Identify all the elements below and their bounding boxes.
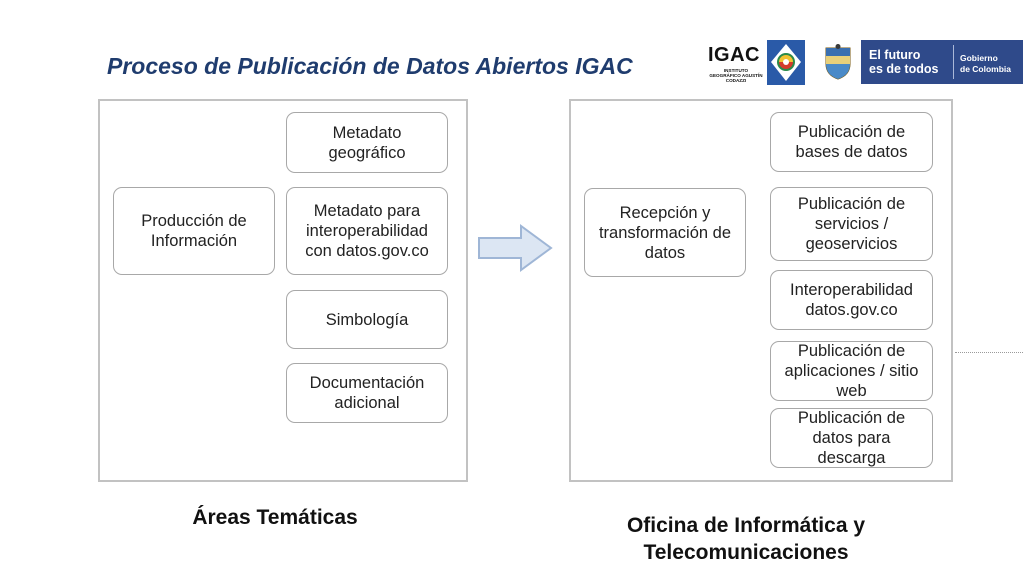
igac-emblem-icon	[767, 40, 805, 85]
publicacion-bases-datos-box: Publicación de bases de datos	[770, 112, 933, 172]
recepcion-transformacion-box: Recepción y transformación de datos	[584, 188, 746, 277]
gov-name-line2: de Colombia	[960, 64, 1012, 74]
simbologia-box: Simbología	[286, 290, 448, 349]
documentacion-adicional-box: Documentación adicional	[286, 363, 448, 423]
gov-slogan-line1: El futuro	[869, 48, 921, 62]
igac-logo-subtitle: INSTITUTO GEOGRÁFICO AGUSTÍN CODAZZI	[709, 68, 763, 83]
dotted-line	[955, 352, 1023, 353]
publicacion-datos-descarga-box: Publicación de datos para descarga	[770, 408, 933, 468]
publicacion-aplicaciones-box: Publicación de aplicaciones / sitio web	[770, 341, 933, 401]
produccion-informacion-box: Producción de Información	[113, 187, 275, 275]
igac-logo-text: IGAC	[708, 44, 760, 66]
gobierno-logo	[815, 40, 1023, 84]
gov-name-line1: Gobierno	[960, 53, 998, 63]
areas-tematicas-caption: Áreas Temáticas	[192, 506, 358, 529]
interoperabilidad-box: Interoperabilidad datos.gov.co	[770, 270, 933, 330]
oficina-informatica-caption: Oficina de Informática y Telecomunicaciones	[626, 514, 866, 564]
metadato-geografico-box: Metadato geográfico	[286, 112, 448, 173]
igac-logo	[708, 40, 798, 85]
flow-arrow-icon	[477, 224, 553, 272]
page-title: Proceso de Publicación de Datos Abiertos IGAC	[107, 53, 633, 79]
gov-divider	[953, 45, 954, 79]
colombia-shield-icon	[823, 44, 853, 80]
publicacion-servicios-box: Publicación de servicios / geoservicios	[770, 187, 933, 261]
metadato-interoperabilidad-box: Metadato para interoperabilidad con datos.gov.co	[286, 187, 448, 275]
gov-slogan-line2: es de todos	[869, 62, 939, 76]
